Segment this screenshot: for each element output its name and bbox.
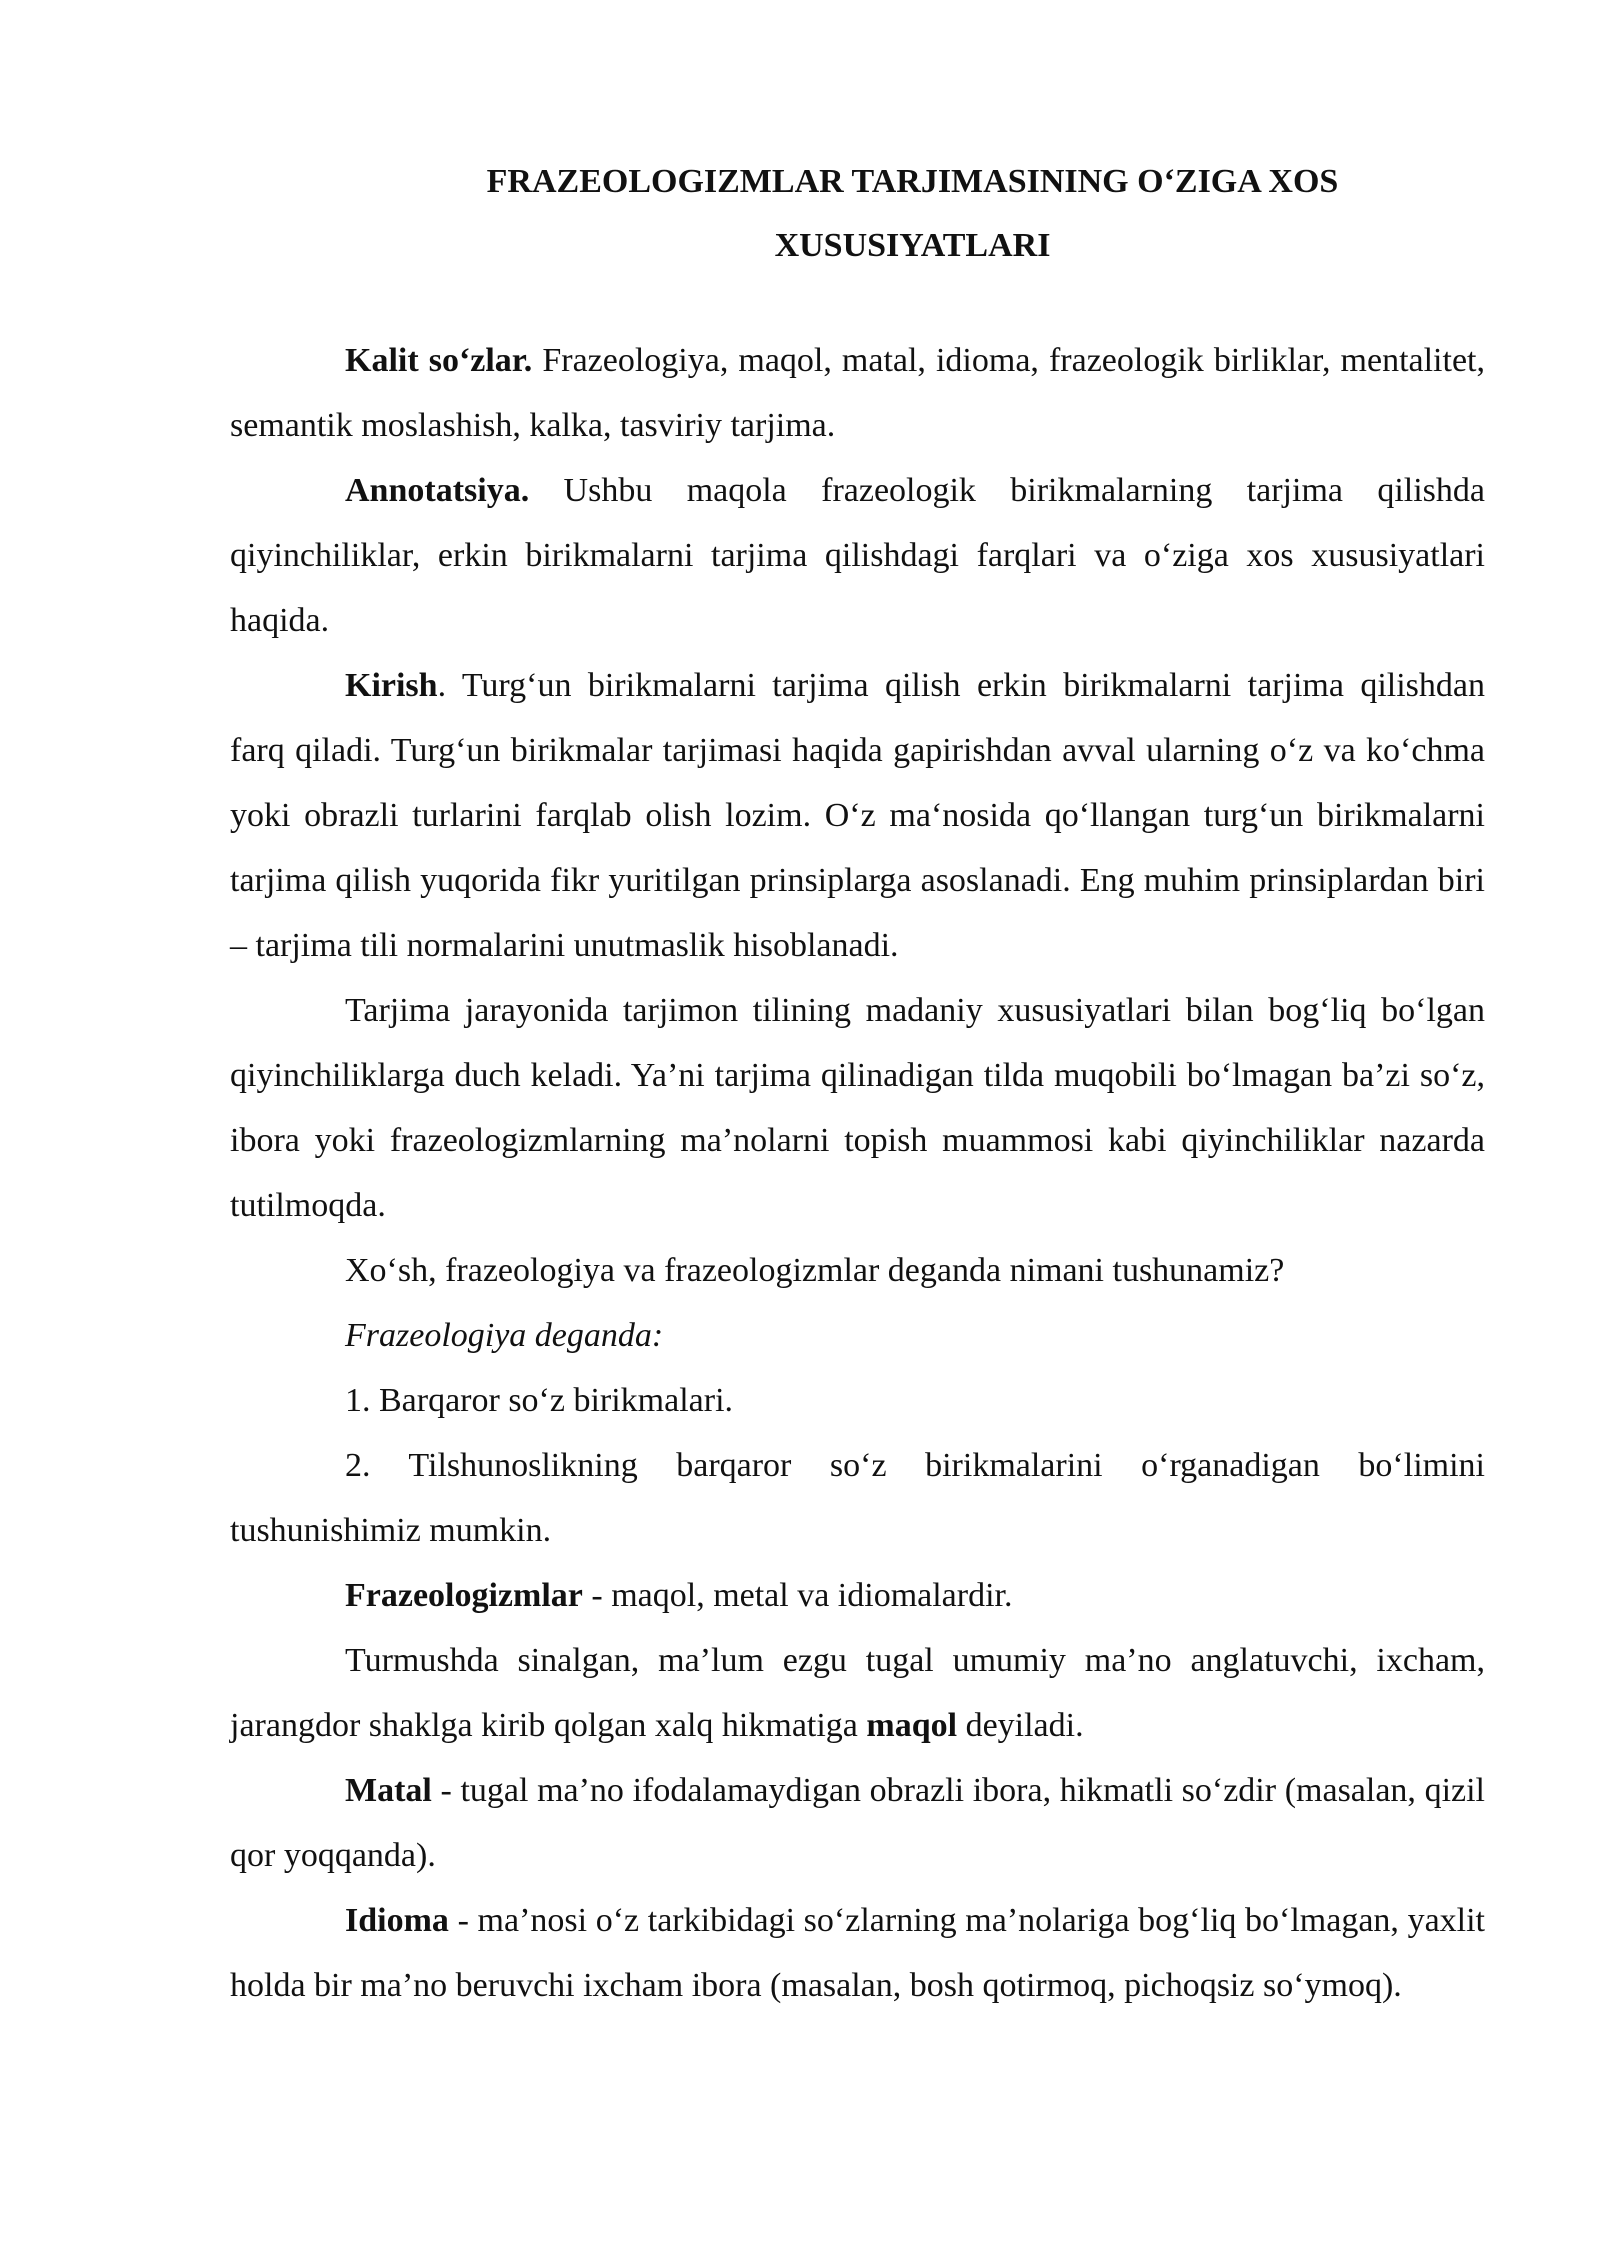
annotation-label: Annotatsiya. [345, 472, 530, 509]
idioma-paragraph [230, 1888, 1485, 2018]
frazeologiya-heading-text: Frazeologiya deganda: [345, 1317, 664, 1354]
intro-text: . Turg‘un birikmalarni tarjima qilish erkin birikmalarni tarjima qilishdan farq qiladi. Turg‘un birikmalar tarjimasi haqida gapirishdan avval ularning o‘z va ko‘chma yoki obrazli turlarini farqlab olish lozim. O‘z ma‘nosida qo‘llangan turg‘un birikmalarni tarjima qilish yuqorida fikr yuritilgan prinsiplarga asoslanadi. Eng muhim prinsiplardan biri – tarjima tili normalarini unutmaslik hisoblanadi. [230, 667, 1485, 964]
list-item-1: 1. Barqaror so‘z birikmalari. [345, 1382, 734, 1419]
maqol-text-after: deyiladi. [957, 1707, 1084, 1744]
frazeologizmlar-text: - maqol, metal va idiomalardir. [582, 1577, 1013, 1614]
question-paragraph: Xo‘sh, frazeologiya va frazeologizmlar deganda nimani tushunamiz? [345, 1252, 1285, 1289]
frazeologizmlar-label: Frazeologizmlar [345, 1577, 583, 1614]
frazeologizmlar-paragraph [230, 1563, 1485, 1628]
matal-paragraph [230, 1758, 1485, 1888]
maqol-paragraph [230, 1628, 1485, 1758]
keywords-text: Frazeologiya, maqol, matal, idioma, frazeologik birliklar, mentalitet, semantik moslashish, kalka, tasviriy tarjima. [230, 342, 1485, 444]
intro-label: Kirish [345, 667, 438, 704]
keywords-label: Kalit so‘zlar. [345, 342, 533, 379]
intro-paragraph [230, 653, 1485, 978]
frazeologiya-heading [230, 1303, 1485, 1368]
idioma-label: Idioma [345, 1902, 449, 1939]
document-page [230, 150, 1485, 2018]
keywords-paragraph [230, 328, 1485, 458]
title-line-2: XUSUSIYATLARI [774, 227, 1051, 264]
list-item-2: 2. Tilshunoslikning barqaror so‘z birikmalarini o‘rganadigan bo‘limini tushunishimiz mumkin. [230, 1447, 1485, 1549]
annotation-paragraph [230, 458, 1485, 653]
matal-label: Matal [345, 1772, 432, 1809]
maqol-text-before: Turmushda sinalgan, ma’lum ezgu tugal umumiy ma’no anglatuvchi, ixcham, jarangdor shaklga kirib qolgan xalq hikmatiga [230, 1642, 1485, 1744]
matal-text: - tugal ma’no ifodalamaydigan obrazli ibora, hikmatli so‘zdir (masalan, qizil qor yoqqanda). [230, 1772, 1485, 1874]
annotation-text: Ushbu maqola frazeologik birikmalarning tarjima qilishda qiyinchiliklar, erkin birikmalarni tarjima qilishdagi farqlari va o‘ziga xos xususiyatlari haqida. [230, 472, 1485, 639]
idioma-text: - ma’nosi o‘z tarkibidagi so‘zlarning ma’nolariga bog‘liq bo‘lmagan, yaxlit holda bir ma’no beruvchi ixcham ibora (masalan, bosh qotirmoq, pichoqsiz so‘ymoq). [230, 1902, 1485, 2004]
maqol-label: maqol [866, 1707, 958, 1744]
culture-paragraph: Tarjima jarayonida tarjimon tilining madaniy xususiyatlari bilan bog‘liq bo‘lgan qiyinchiliklarga duch keladi. Ya’ni tarjima qilinadigan tilda muqobili bo‘lmagan ba’zi so‘z, ibora yoki frazeologizmlarning ma’nolarni topish muammosi kabi qiyinchiliklar nazarda tutilmoqda. [230, 992, 1485, 1224]
document-title [230, 150, 1485, 278]
title-line-1: FRAZEOLOGIZMLAR TARJIMASINING O‘ZIGA XOS [486, 163, 1339, 200]
